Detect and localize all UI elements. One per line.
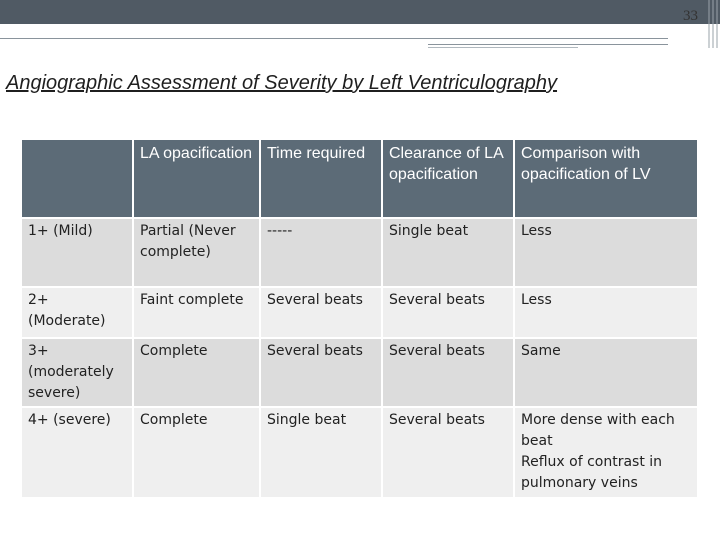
table-cell: ----- — [261, 219, 381, 286]
grade-cell: 2+ (Moderate) — [22, 288, 132, 337]
table-cell: Complete — [134, 408, 259, 497]
table-cell: Same — [515, 339, 697, 406]
table-cell: Complete — [134, 339, 259, 406]
table-cell: Several beats — [261, 339, 381, 406]
top-bar — [0, 0, 720, 24]
table-cell: Several beats — [383, 288, 513, 337]
grade-cell: 4+ (severe) — [22, 408, 132, 497]
table-cell-multiline — [515, 408, 697, 497]
decorative-line — [0, 38, 668, 39]
corner-decoration — [706, 0, 720, 48]
table-row — [22, 288, 697, 337]
table-row — [22, 339, 697, 406]
slide-number: 33 — [683, 8, 698, 24]
cell-line: More dense with each beat — [521, 412, 675, 449]
table-row — [22, 219, 697, 286]
slide-title: Angiographic Assessment of Severity by Left Ventriculography — [6, 72, 558, 94]
decorative-line — [428, 47, 578, 48]
table-cell: Partial (Never complete) — [134, 219, 259, 286]
table-cell: Single beat — [261, 408, 381, 497]
table-cell: Several beats — [383, 339, 513, 406]
cell-line: Reflux of contrast in pulmonary veins — [521, 454, 663, 491]
table-cell: Less — [515, 219, 697, 286]
header-cell-time-required: Time required — [261, 140, 381, 217]
grade-cell: 1+ (Mild) — [22, 219, 132, 286]
table-cell: Less — [515, 288, 697, 337]
decorative-line — [428, 44, 668, 45]
grade-cell: 3+ (moderately severe) — [22, 339, 132, 406]
header-cell-comparison: Comparison with opacification of LV — [515, 140, 697, 217]
header-cell-clearance: Clearance of LA opacification — [383, 140, 513, 217]
header-cell-la-opacification: LA opacification — [134, 140, 259, 217]
table-header-row — [22, 140, 697, 217]
table-row — [22, 408, 697, 497]
header-cell-empty — [22, 140, 132, 217]
table-cell: Several beats — [383, 408, 513, 497]
table-cell: Several beats — [261, 288, 381, 337]
severity-table — [20, 138, 699, 499]
table-cell: Single beat — [383, 219, 513, 286]
table-cell: Faint complete — [134, 288, 259, 337]
